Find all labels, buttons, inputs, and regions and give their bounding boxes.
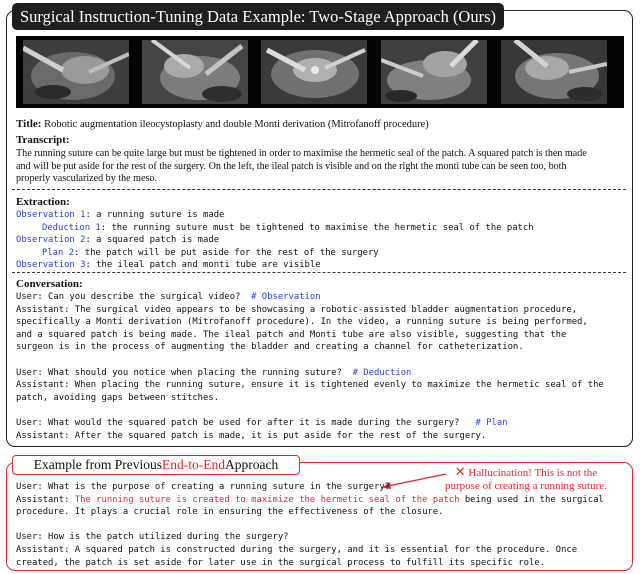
conversation-line [16, 367, 604, 380]
conversation-line [16, 304, 604, 317]
conversation-text: surgeon is in the process of augmenting the bladder and creating a channel for catheterization. [16, 342, 524, 353]
extraction-tag: Deduction 1 [42, 222, 101, 233]
conversation-tag: # Observation [251, 292, 321, 302]
title-label: Title: [16, 118, 42, 130]
extraction-list [16, 209, 534, 272]
previous-approach-title: Example from Previous End-to-End Approach [12, 455, 300, 475]
previous-text: User: What is the purpose of creating a running suture in the surgery? [16, 482, 391, 492]
previous-text: created, the patch is set aside for later use in the surgical process to fulfill its specific role. [16, 557, 545, 568]
extraction-text: : a running suture is made [85, 210, 225, 220]
previous-line [16, 506, 604, 519]
conversation-text: Assistant: The surgical video appears to be showcasing a robotic-assisted bladder augmentation procedure, [16, 304, 578, 315]
conversation-text: User: What should you notice when placing the running suture? [16, 367, 353, 378]
transcript-label: Transcript: [16, 134, 70, 146]
divider [12, 189, 626, 190]
conversation-label: Conversation: [16, 278, 83, 290]
previous-line [16, 519, 604, 532]
conversation-text: Assistant: After the squared patch is made, it is put aside for the rest of the surgery. [16, 430, 487, 441]
panel-title: Surgical Instruction-Tuning Data Example: Two-Stage Approach (Ours) [12, 3, 504, 30]
extraction-text: : the ileal patch and monti tube are visible [85, 260, 321, 271]
previous-line [16, 544, 604, 557]
previous-line [16, 481, 604, 494]
conversation-text: Assistant: When placing the running suture, ensure it is tightened evenly to maximize the hermetic seal of the [16, 380, 604, 391]
previous-conversation-log [16, 481, 604, 569]
conversation-line [16, 329, 604, 342]
extraction-tag: Observation 2 [16, 235, 86, 246]
video-frame-strip [16, 36, 624, 108]
conversation-text: User: Can you describe the surgical video? [16, 292, 252, 302]
previous-text: procedure. It plays a crucial role in ensuring the effectiveness of the closure. [16, 507, 444, 518]
extraction-row [16, 222, 534, 235]
surgical-frame-icon [142, 40, 248, 104]
conversation-line [16, 379, 604, 392]
hallucination-note: ✕ Hallucination! This is not the purpose of creating a running suture. [445, 465, 607, 492]
conversation-line [16, 291, 604, 304]
conversation-line [16, 354, 604, 367]
conversation-line [16, 404, 604, 417]
extraction-row [16, 247, 534, 260]
surgical-frame-icon [23, 40, 129, 104]
cross-icon: ✕ [454, 465, 466, 480]
extraction-row [16, 234, 534, 247]
extraction-row [16, 209, 534, 222]
title-text: Robotic augmentation ileocystoplasty and double Monti derivation (Mitrofanoff procedure) [41, 119, 429, 130]
video-title [16, 118, 429, 131]
conversation-line [16, 316, 604, 329]
previous-text: Assistant: A squared patch is constructed during the surgery, and it is essential for the procedure. Once [16, 544, 578, 555]
surgical-frame-icon [501, 40, 607, 104]
conversation-log [16, 291, 604, 442]
extraction-label: Extraction: [16, 196, 70, 208]
surgical-frame-icon [381, 40, 487, 104]
extraction-row [16, 259, 534, 272]
transcript-line: and will be put aside for the rest of the surgery. On the left, the ileal patch is visible and on the right the monti tube can be seen too, both [16, 160, 567, 172]
conversation-line [16, 341, 604, 354]
conversation-text: User: What would the squared patch be used for after it is made during the surgery? [16, 417, 476, 428]
conversation-tag: # Deduction [352, 367, 412, 378]
previous-line [16, 531, 604, 544]
divider [12, 272, 626, 273]
conversation-tag: # Plan [475, 417, 508, 428]
previous-text: User: How is the patch utilized during the surgery? [16, 532, 289, 543]
end-to-end-highlight: End-to-End [162, 457, 225, 472]
previous-text: being used in the surgical [459, 494, 604, 505]
extraction-tag: Observation 1 [16, 210, 86, 220]
transcript-line: properly vascularized by the meso. [16, 173, 157, 184]
surgical-frame-icon [261, 40, 367, 104]
previous-line [16, 494, 604, 507]
transcript-line: The running suture can be quite large but must be tightened in order to maximise the hermetic seal of the patch. A squared patch is then made [16, 148, 587, 159]
transcript-text [16, 148, 630, 186]
conversation-line [16, 430, 604, 443]
extraction-text: : the running suture must be tightened to maximise the hermetic seal of the patch [100, 222, 534, 233]
extraction-tag: Observation 3 [16, 260, 86, 271]
hallucinated-text: The running suture is created to maximize the hermetic seal of the patch [74, 494, 460, 505]
extraction-text: : a squared patch is made [85, 235, 220, 246]
extraction-text: : the patch will be put aside for the rest of the surgery [74, 247, 379, 258]
previous-text: Assistant: [16, 494, 75, 505]
conversation-text: and a squared patch is being made. The ileal patch and Monti tube are also visible, suggesting that the [16, 329, 567, 340]
conversation-line [16, 392, 604, 405]
conversation-line [16, 417, 604, 430]
extraction-tag: Plan 2 [42, 247, 75, 258]
conversation-text: specifically a Monti derivation (Mitrofanoff procedure). In the video, a running suture is being performed, [16, 317, 588, 328]
previous-line [16, 557, 604, 570]
conversation-text: patch, avoiding gaps between stitches. [16, 392, 220, 403]
